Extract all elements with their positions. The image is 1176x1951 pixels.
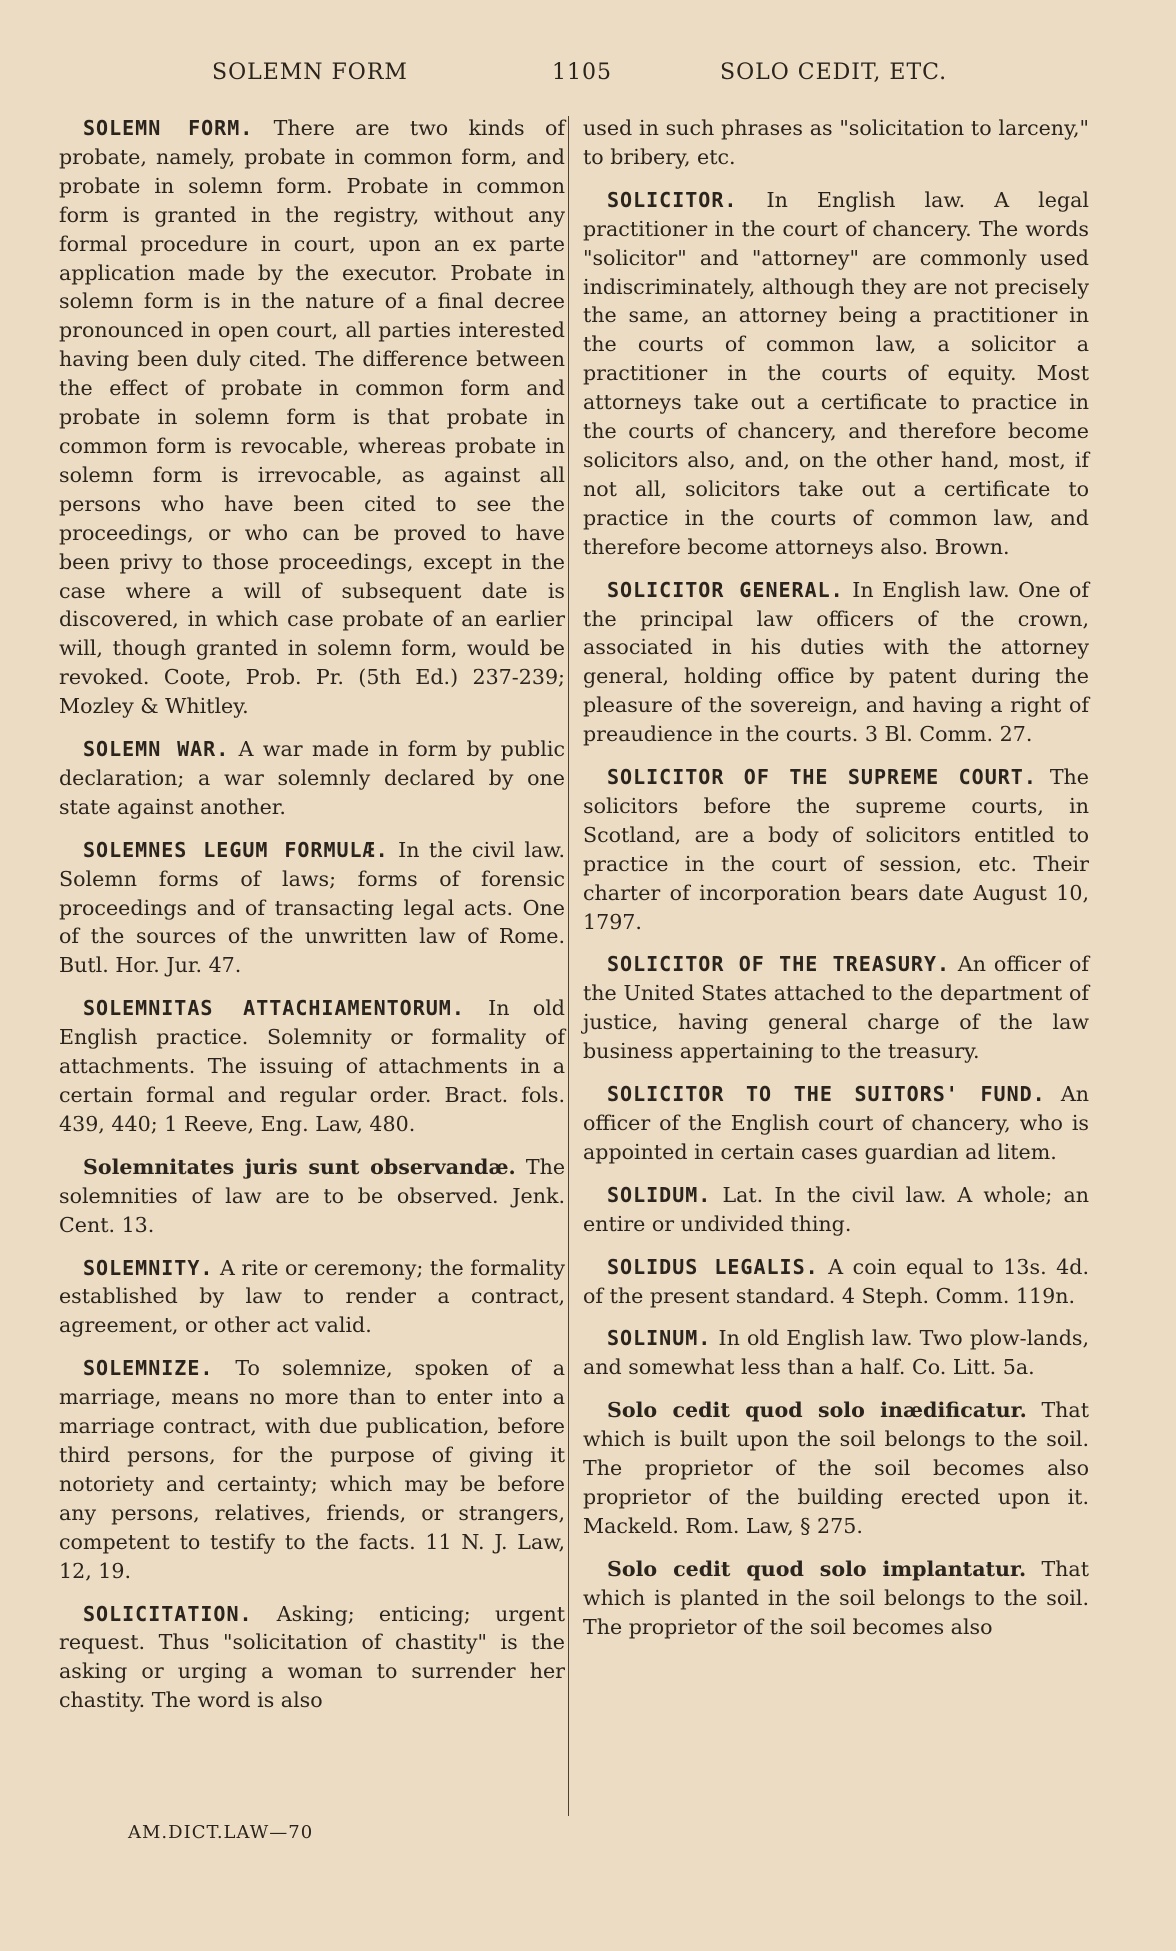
entry-solicitor-general [583,576,1089,749]
headword: SOLEMN WAR. [83,737,230,762]
entry-solemn-form [59,114,565,721]
entry-maxim-implantatur [583,1555,1089,1642]
headword: SOLICITOR OF THE SUPREME COURT. [607,765,1037,790]
entry-solemnes-legum [59,836,565,981]
definition: There are two kinds of probate, namely, probate in common form, and probate in solemn form. Probate in common form is granted in the registry, without any formal procedure in court, upon an ex parte application made by the executor. Probate in solemn form is in the nature of a final decree pronounced in open court, all parties interested having been duly cited. The difference between the effect of probate in common form and probate in solemn form is that probate in common form is revocable, whereas probate in solemn form is irrevocable, as against all persons who have been cited to see the proceedings, or who can be proved to have been privy to those proceedings, except in the case where a will of subsequent date is discovered, in which case probate of an earlier will, though granted in solemn form, would be revoked. Coote, Prob. Pr. (5th Ed.) 237-239; Mozley & Whitley. [59,116,565,719]
entry-solicitation [59,1600,565,1716]
page-number: 1105 [552,60,612,85]
definition: used in such phrases as "solicitation to larceny," to bribery, etc. [583,116,1089,169]
headword: SOLICITOR GENERAL. [607,577,844,602]
headword: SOLIDUM. [607,1182,712,1207]
definition: That which is built upon the soil belongs to the soil. The proprietor of the soil becomes also proprietor of the building erected upon it. Mackeld. Rom. Law, § 275. [583,1398,1089,1538]
entry-solicitor-supreme-court [583,763,1089,936]
running-head-left: SOLEMN FORM [212,60,408,85]
definition: In old English law. Two plow-lands, and somewhat less than a half. Co. Litt. 5a. [583,1326,1089,1380]
entry-solidum [583,1181,1089,1239]
entry-solemnity [59,1254,565,1341]
entry-solidus-legalis [583,1253,1089,1311]
entry-continuation [583,114,1089,172]
definition: An officer of the English court of chancery, who is appointed in certain cases guardian ad litem. [583,1082,1089,1164]
left-column [59,114,565,1729]
headword: SOLICITOR OF THE TREASURY. [607,952,951,977]
column-divider [568,116,569,1816]
definition: In English law. One of the principal law officers of the crown, associated in his duties with the attorney general, holding office by patent during the pleasure of the sovereign, and having a right of preaudience in the courts. 3 Bl. Comm. 27. [583,577,1089,747]
headword: SOLEMNIZE. [83,1356,214,1381]
definition: A war made in form by public declaration; a war solemnly declared by one state against another. [59,737,565,819]
maxim: Solemnitates juris sunt observandæ. [83,1154,516,1179]
maxim: Solo cedit quod solo inædificatur. [607,1398,1027,1423]
entry-maxim-inaedificatur [583,1396,1089,1541]
headword: SOLEMN FORM. [83,116,254,140]
right-column [583,114,1089,1656]
definition: That which is planted in the soil belongs to the soil. The proprietor of the soil becomes also [583,1556,1089,1639]
maxim: Solo cedit quod solo implantatur. [607,1556,1027,1581]
definition: To solemnize, spoken of a marriage, means no more than to enter into a marriage contract, with due publication, before third persons, for the purpose of giving it notoriety and certainty; which may be before any persons, relatives, friends, or strangers, competent to testify to the facts. 11 N. J. Law, 12, 19. [59,1356,565,1583]
headword: SOLEMNITAS ATTACHIAMENTORUM. [83,996,465,1021]
entry-maxim-solemnitates [59,1153,565,1240]
definition: The solemnities of law are to be observed. Jenk. Cent. 13. [59,1154,566,1237]
definition: An officer of the United States attached to the department of justice, having general charge of the law business appertaining to the treasury. [583,952,1089,1064]
signature-mark: AM.DICT.LAW—70 [128,1822,314,1843]
definition: In old English practice. Solemnity or formality of attachments. The issuing of attachments in a certain formal and regular order. Bract. fols. 439, 440; 1 Reeve, Eng. Law, 480. [59,996,565,1136]
entry-solemnitas [59,994,565,1139]
definition: The solicitors before the supreme courts, in Scotland, are a body of solicitors entitled to practice in the court of session, etc. Their charter of incorporation bears date August 10, 1797. [583,765,1089,934]
definition: In the civil law. Solemn forms of laws; forms of forensic proceedings and of transacting legal acts. One of the sources of the unwritten law of Rome. Butl. Hor. Jur. 47. [59,837,565,978]
headword: SOLEMNES LEGUM FORMULÆ. [83,837,389,862]
definition: In English law. A legal practitioner in the court of chancery. The words "solicitor" and "attorney" are commonly used indiscriminately, although they are not precisely the same, an attorney being a practitioner in the courts of common law, a solicitor a practitioner in the courts of equity. Most attorneys take out a certificate to practice in the courts of chancery, and therefore become solicitors also, and, on the other hand, most, if not all, solicitors take out a certificate to practice in the courts of common law, and therefore become attorneys also. Brown. [583,187,1090,559]
entry-solinum [583,1324,1089,1382]
headword: SOLICITOR TO THE SUITORS' FUND. [607,1082,1046,1107]
entry-solemnize [59,1354,565,1585]
headword: SOLICITOR. [607,187,738,212]
running-head-right: SOLO CEDIT, ETC. [720,60,948,85]
definition: Lat. In the civil law. A whole; an entire or undivided thing. [583,1182,1089,1236]
headword: SOLIDUS LEGALIS. [607,1254,819,1279]
entry-solemn-war [59,735,565,822]
entry-solicitor-suitors-fund [583,1080,1089,1167]
headword: SOLICITATION. [83,1601,253,1626]
definition: Asking; enticing; urgent request. Thus "solicitation of chastity" is the asking or urging a woman to surrender her chastity. The word is also [59,1601,565,1713]
headword: SOLEMNITY. [83,1255,214,1280]
definition: A rite or ceremony; the formality established by law to render a contract, agreement, or other act valid. [59,1255,566,1338]
entry-solicitor [583,186,1089,562]
entry-solicitor-treasury [583,950,1089,1066]
definition: A coin equal to 13s. 4d. of the present standard. 4 Steph. Comm. 119n. [583,1254,1089,1308]
headword: SOLINUM. [607,1326,712,1351]
